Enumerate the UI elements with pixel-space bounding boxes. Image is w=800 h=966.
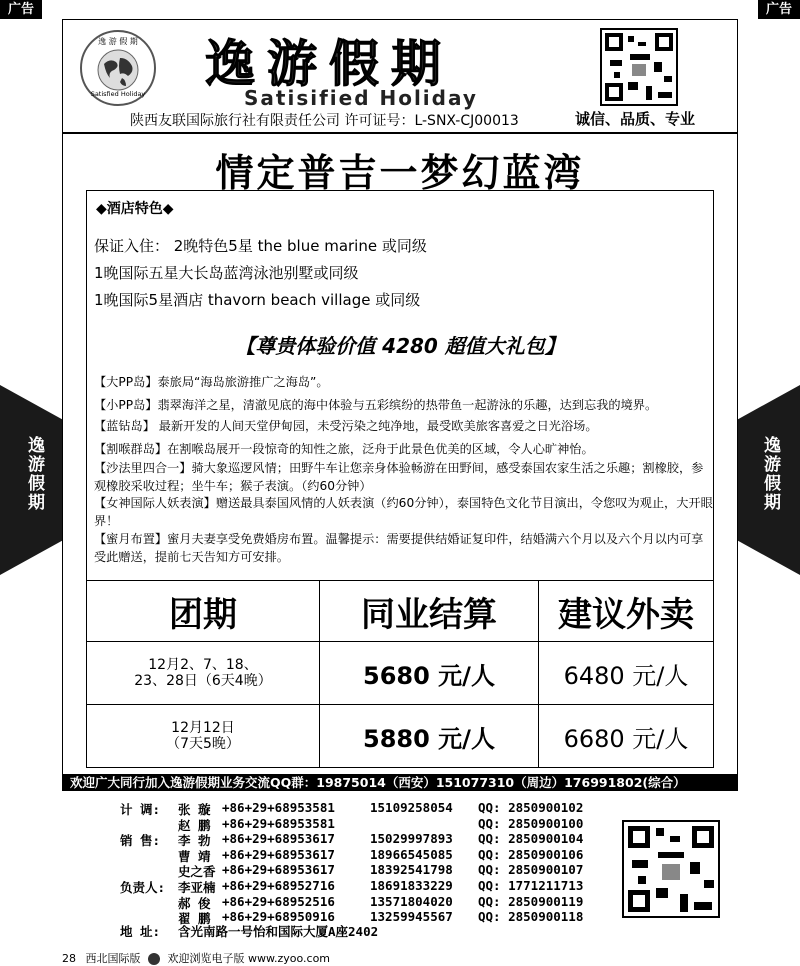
contact-qq: QQ: 2850900119 (478, 893, 584, 909)
date-line: 23、28日（6天4晚） (134, 673, 272, 689)
qq-group-band: 欢迎广大同行加入逸游假期业务交流QQ群：19875014（西安）151077310（周边）176991802(综合） (62, 774, 738, 791)
contact-role: 计 调: (120, 802, 161, 817)
contact-mobile: 18392541798 (370, 862, 453, 878)
contact-phone: +86+29+68950916 (222, 909, 335, 925)
date-line: 12月12日 (171, 720, 235, 736)
contact-role: 负责人: (120, 880, 166, 895)
logo-text-top: 逸 游 假 期 (98, 37, 138, 46)
footer-site: 欢迎浏览电子版 www.zyoo.com (167, 952, 331, 965)
activity-item: 【大PP岛】泰旅局“海岛旅游推广之海岛”。 (94, 375, 329, 389)
contact-name: 赵 鹏 (178, 817, 211, 833)
header-divider (62, 132, 738, 134)
retail-price: 6480 元/人 (539, 642, 714, 705)
hotel-line: 保证入住： 2晚特色5星 the blue marine 或同级 (94, 237, 427, 255)
contact-role: 销 售: (120, 833, 161, 849)
contact-phone: +86+29+68953581 (222, 815, 335, 831)
qr-code-icon (600, 28, 678, 106)
content-box (86, 190, 714, 642)
contact-qq: QQ: 2850900118 (478, 909, 584, 925)
activity-item: 【小PP岛】翡翠海洋之星，清澈见底的海中体验与五彩缤纷的热带鱼一起游泳的乐趣，达到忘我的境界。 (94, 398, 658, 412)
hotel-heading: ◆酒店特色◆ (96, 201, 174, 217)
contact-mobile: 13571804020 (370, 893, 453, 909)
activity-item: 【蓝钻岛】 最新开发的人间天堂伊甸园，未受污染之纯净地，最受欧美旅客喜爱之日光浴场。 (94, 419, 598, 433)
ad-label-left: 广告 (0, 0, 42, 19)
contact-mobile: 18691833229 (370, 878, 453, 893)
contact-name: 史之香 (178, 864, 216, 880)
edition: 西北国际版 (85, 952, 141, 965)
footer-logo-icon (148, 953, 160, 965)
company-license: 陕西友联国际旅行社有限责任公司 许可证号：L-SNX-CJ00013 (130, 113, 519, 129)
contact-phone: +86+29+68953617 (222, 846, 335, 862)
address: 含光南路一号怡和国际大厦A座2402 (178, 924, 379, 939)
header-retail-price: 建议外卖 (539, 581, 714, 642)
page-title: 情定普吉一梦幻蓝湾 (215, 151, 585, 195)
company-motto: 诚信、品质、专业 (575, 110, 696, 128)
contact-name: 翟 鹏 (178, 911, 211, 927)
trade-price: 5680 元/人 (320, 642, 539, 705)
ad-label-right: 广告 (758, 0, 800, 19)
brand-name-en: Satisified Holiday (244, 86, 478, 110)
date-line: （7天5晚） (166, 736, 240, 752)
activity-item: 【蜜月布置】蜜月夫妻享受免费婚房布置。温馨提示：需要提供结婚证复印件，结婚满六个月以及六个月以内可享受此赠送，提前七天告知方可安排。 (94, 532, 704, 564)
side-label-right: 逸游假期 (760, 436, 780, 512)
contact-name: 张 璇 (178, 802, 211, 817)
contact-name: 郝 俊 (178, 895, 211, 911)
contact-phone: +86+29+68952516 (222, 893, 335, 909)
contact-qq: QQ: 2850900102 (478, 800, 584, 815)
contact-phone: +86+29+68953617 (222, 831, 335, 847)
hotel-line: 1晚国际5星酒店 thavorn beach village 或同级 (94, 291, 421, 309)
side-label-left: 逸游假期 (24, 436, 44, 512)
contact-phone: +86+29+68952716 (222, 878, 335, 893)
contact-qq: QQ: 2850900104 (478, 831, 584, 847)
footer (62, 950, 330, 966)
retail-price: 6680 元/人 (539, 705, 714, 768)
contact-mobile: 13259945567 (370, 909, 453, 925)
contact-name: 李亚楠 (178, 880, 216, 895)
activity-item: 【沙法里四合一】骑大象巡逻风情；田野牛车让您亲身体验畅游在田野间，感受泰国农家生活之乐趣；割橡胶，参观橡胶采收过程；坐牛车；猴子表演。（约60分钟） (94, 461, 704, 493)
date-cell (87, 705, 320, 768)
company-logo (80, 30, 156, 106)
contact-name: 曹 靖 (178, 848, 211, 864)
price-table (86, 580, 714, 768)
page-number: 28 (62, 952, 76, 965)
date-line: 12月2、7、18、 (148, 657, 258, 673)
contact-qq: QQ: 2850900106 (478, 846, 584, 862)
logo-text-bottom: Satisfied Holiday (90, 90, 146, 98)
contact-phone: +86+29+68953617 (222, 862, 335, 878)
contact-mobile: 15029997893 (370, 831, 453, 847)
contact-qq: QQ: 2850900100 (478, 815, 584, 831)
brand-name-cn: 逸游假期 (205, 35, 453, 93)
hotel-line: 1晚国际五星大长岛蓝湾泳池别墅或同级 (94, 264, 359, 282)
date-cell (87, 642, 320, 705)
qr-code-icon (622, 820, 720, 918)
contact-name: 李 勃 (178, 833, 211, 849)
activity-item: 【女神国际人妖表演】赠送最具泰国风情的人妖表演（约60分钟），泰国特色文化节目演出，令您叹为观止，大开眼界！ (94, 496, 713, 528)
activity-item: 【割喉群岛】在割喉岛展开一段惊奇的知性之旅，泛舟于此景色优美的区域，令人心旷神怡。 (94, 442, 594, 456)
header-trade-price: 同业结算 (320, 581, 539, 642)
contact-qq: QQ: 2850900107 (478, 862, 584, 878)
contact-qq: QQ: 1771211713 (478, 878, 584, 893)
contact-phone: +86+29+68953581 (222, 800, 335, 815)
package-banner: 【尊贵体验价值 4280 超值大礼包】 (235, 334, 565, 358)
header-dates: 团期 (87, 581, 320, 642)
trade-price: 5880 元/人 (320, 705, 539, 768)
address-label: 地 址: (120, 924, 161, 939)
contact-mobile: 15109258054 (370, 800, 453, 815)
contact-mobile: 18966545085 (370, 846, 453, 862)
